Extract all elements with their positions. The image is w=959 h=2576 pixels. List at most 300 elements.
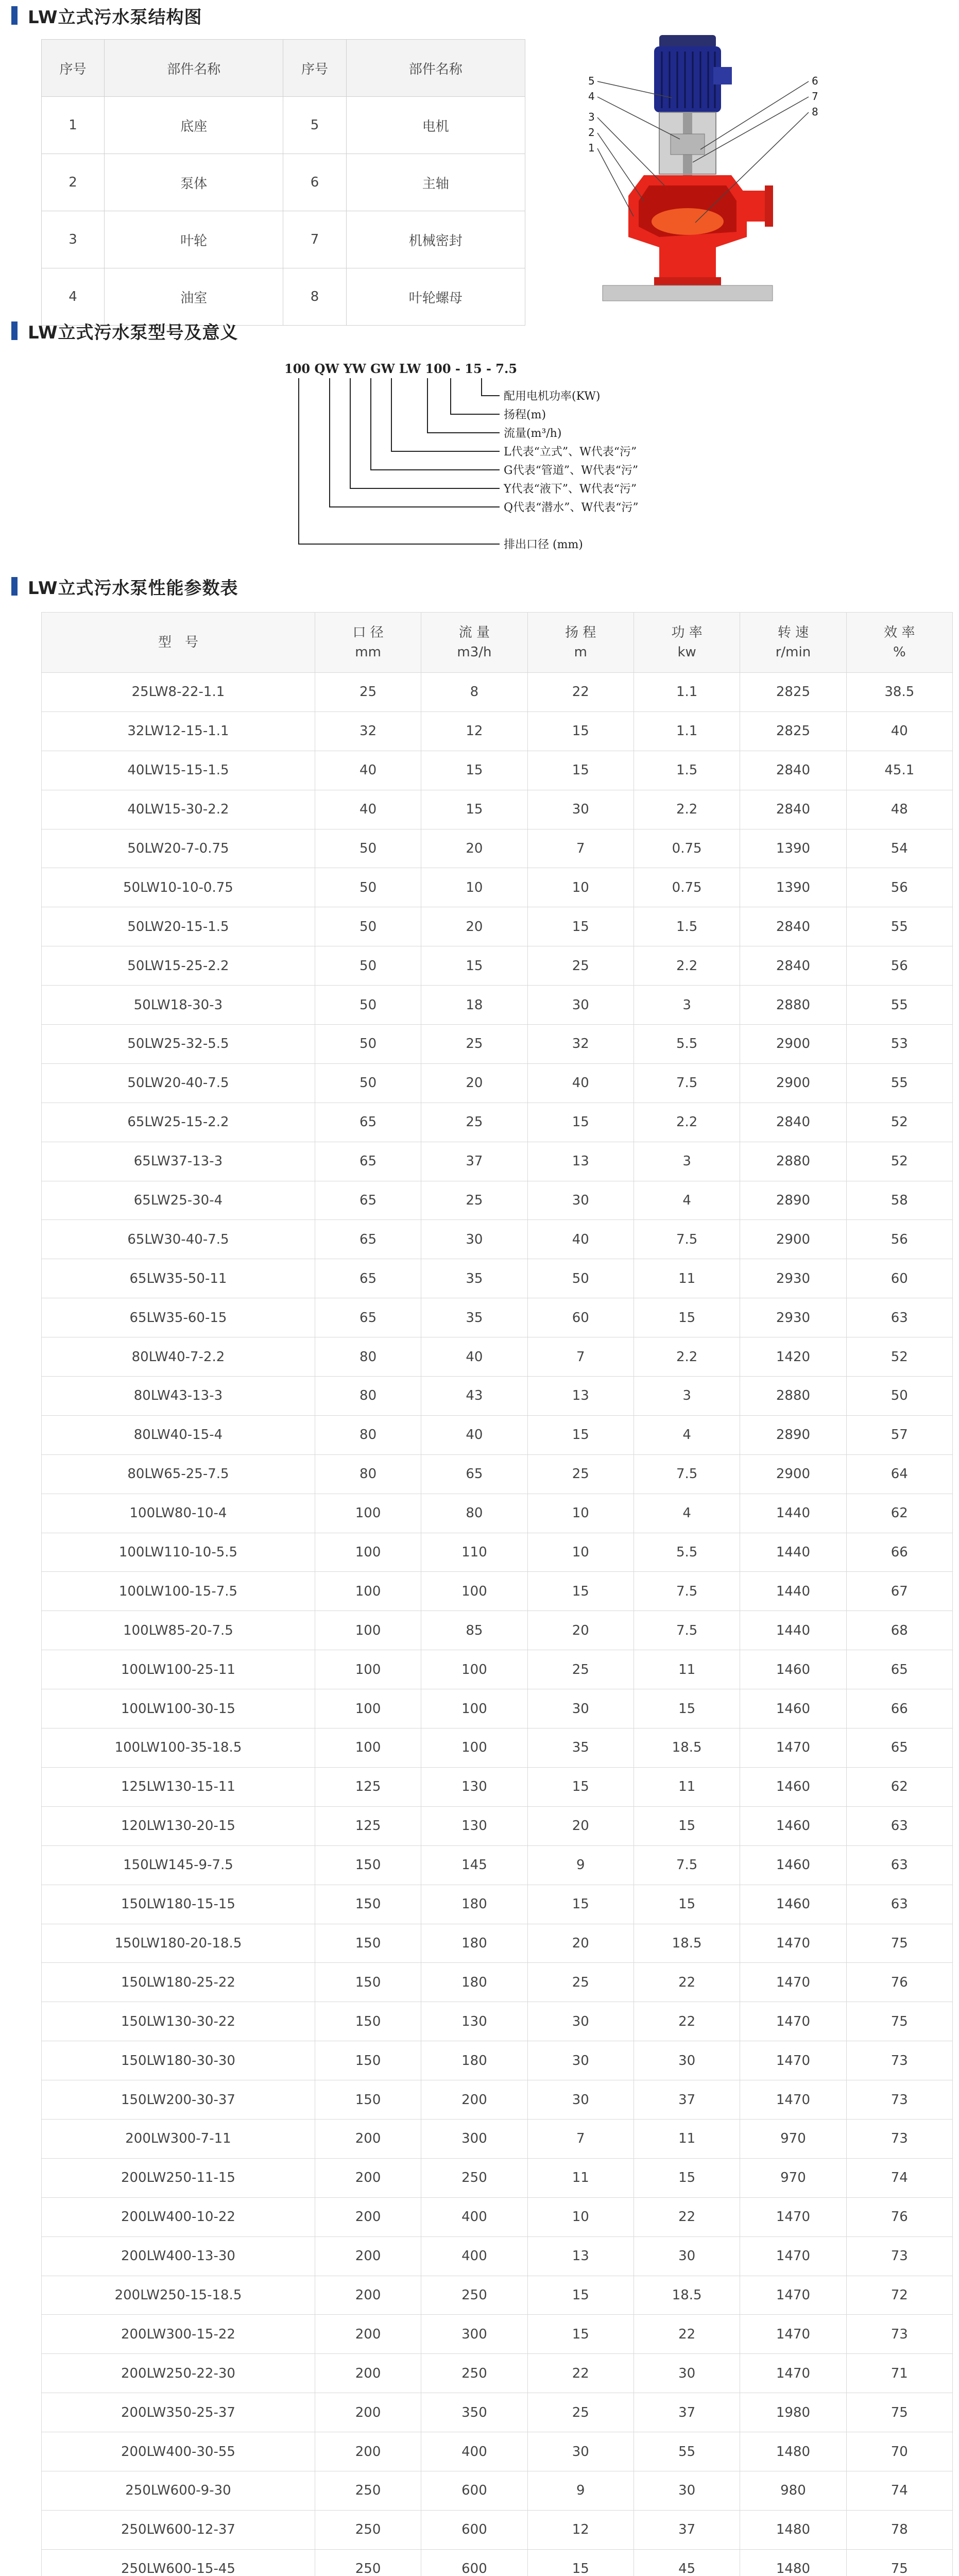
header-cell: 序号 — [42, 40, 105, 97]
value-cell: 73 — [846, 2119, 952, 2158]
model-cell: 120LW130-20-15 — [42, 1806, 315, 1845]
table-row — [42, 1924, 953, 1963]
value-cell: 73 — [846, 2080, 952, 2120]
value-cell: 15 — [527, 1103, 633, 1142]
value-cell: 2930 — [740, 1259, 846, 1298]
value-cell: 20 — [421, 829, 527, 868]
table-cell: 2 — [42, 154, 105, 211]
value-cell: 2840 — [740, 907, 846, 946]
model-cell: 250LW600-12-37 — [42, 2510, 315, 2549]
table-cell: 1 — [42, 97, 105, 154]
table-cell: 机械密封 — [346, 211, 525, 268]
value-cell: 1460 — [740, 1689, 846, 1728]
table-row — [42, 790, 953, 829]
value-cell: 66 — [846, 1533, 952, 1572]
model-cell: 50LW20-15-1.5 — [42, 907, 315, 946]
table-row — [42, 1298, 953, 1337]
value-cell: 32 — [527, 1025, 633, 1064]
value-cell: 200 — [315, 2315, 421, 2354]
value-cell: 65 — [315, 1181, 421, 1220]
performance-parameters-table — [41, 612, 953, 2576]
model-cell: 80LW40-7-2.2 — [42, 1337, 315, 1377]
table-cell: 8 — [283, 268, 346, 326]
value-cell: 25 — [421, 1103, 527, 1142]
value-cell: 15 — [527, 2549, 633, 2576]
value-cell: 0.75 — [633, 829, 740, 868]
value-cell: 250 — [315, 2549, 421, 2576]
value-cell: 15 — [527, 1415, 633, 1454]
model-cell: 200LW350-25-37 — [42, 2393, 315, 2432]
value-cell: 18.5 — [633, 2276, 740, 2315]
value-cell: 1480 — [740, 2432, 846, 2471]
table-row — [42, 1142, 953, 1181]
section-marker — [11, 577, 18, 596]
pump-structure-illustration — [582, 31, 824, 309]
table-row — [42, 97, 525, 154]
value-cell: 15 — [421, 946, 527, 986]
value-cell: 30 — [633, 2471, 740, 2510]
value-cell: 2890 — [740, 1181, 846, 1220]
table-row — [42, 1767, 953, 1806]
value-cell: 40 — [846, 711, 952, 751]
table-row — [42, 1650, 953, 1689]
value-cell: 73 — [846, 2041, 952, 2080]
value-cell: 15 — [633, 1298, 740, 1337]
model-cell: 65LW37-13-3 — [42, 1142, 315, 1181]
table-cell: 主轴 — [346, 154, 525, 211]
value-cell: 1480 — [740, 2510, 846, 2549]
value-cell: 57 — [846, 1415, 952, 1454]
value-cell: 22 — [633, 2002, 740, 2041]
value-cell: 22 — [527, 2354, 633, 2393]
table-cell: 泵体 — [105, 154, 283, 211]
model-cell: 80LW43-13-3 — [42, 1377, 315, 1416]
value-cell: 13 — [527, 2236, 633, 2276]
value-cell: 130 — [421, 1806, 527, 1845]
value-cell: 63 — [846, 1845, 952, 1885]
table-row — [42, 1220, 953, 1259]
value-cell: 15 — [527, 907, 633, 946]
value-cell: 52 — [846, 1142, 952, 1181]
value-cell: 200 — [315, 2197, 421, 2236]
value-cell: 48 — [846, 790, 952, 829]
value-cell: 1420 — [740, 1337, 846, 1377]
value-cell: 1440 — [740, 1611, 846, 1650]
table-row — [42, 829, 953, 868]
value-cell: 40 — [315, 790, 421, 829]
value-cell: 15 — [527, 1572, 633, 1611]
model-cell: 150LW180-15-15 — [42, 1885, 315, 1924]
value-cell: 45.1 — [846, 751, 952, 790]
model-cell: 65LW30-40-7.5 — [42, 1220, 315, 1259]
value-cell: 25 — [527, 1454, 633, 1494]
value-cell: 1.5 — [633, 907, 740, 946]
legend-item: 流量(m³/h) — [504, 427, 562, 440]
value-cell: 180 — [421, 2041, 527, 2080]
model-cell: 200LW300-7-11 — [42, 2119, 315, 2158]
value-cell: 1470 — [740, 2041, 846, 2080]
value-cell: 7.5 — [633, 1454, 740, 1494]
value-cell: 18 — [421, 986, 527, 1025]
value-cell: 100 — [315, 1572, 421, 1611]
value-cell: 11 — [633, 1767, 740, 1806]
value-cell: 65 — [315, 1259, 421, 1298]
value-cell: 50 — [315, 986, 421, 1025]
value-cell: 1390 — [740, 868, 846, 907]
value-cell: 65 — [315, 1103, 421, 1142]
value-cell: 78 — [846, 2510, 952, 2549]
header-flow: 流 量 m3/h — [421, 613, 527, 673]
value-cell: 100 — [421, 1650, 527, 1689]
model-cell: 50LW20-40-7.5 — [42, 1063, 315, 1103]
callout-label: 1 — [588, 142, 595, 154]
value-cell: 150 — [315, 1924, 421, 1963]
value-cell: 80 — [421, 1494, 527, 1533]
value-cell: 1440 — [740, 1572, 846, 1611]
model-cell: 150LW145-9-7.5 — [42, 1845, 315, 1885]
table-row — [42, 751, 953, 790]
model-cell: 200LW300-15-22 — [42, 2315, 315, 2354]
value-cell: 4 — [633, 1181, 740, 1220]
value-cell: 73 — [846, 2236, 952, 2276]
table-row — [42, 1181, 953, 1220]
value-cell: 54 — [846, 829, 952, 868]
value-cell: 180 — [421, 1885, 527, 1924]
value-cell: 50 — [315, 1025, 421, 1064]
table-row — [42, 673, 953, 712]
model-cell: 50LW20-7-0.75 — [42, 829, 315, 868]
pump-body-illustration — [628, 175, 773, 285]
model-cell: 65LW35-60-15 — [42, 1298, 315, 1337]
value-cell: 2880 — [740, 1377, 846, 1416]
value-cell: 72 — [846, 2276, 952, 2315]
value-cell: 100 — [315, 1689, 421, 1728]
value-cell: 75 — [846, 2549, 952, 2576]
value-cell: 1460 — [740, 1806, 846, 1845]
model-cell: 100LW100-25-11 — [42, 1650, 315, 1689]
table-cell: 叶轮 — [105, 211, 283, 268]
model-cell: 150LW130-30-22 — [42, 2002, 315, 2041]
value-cell: 15 — [527, 751, 633, 790]
value-cell: 30 — [527, 790, 633, 829]
value-cell: 68 — [846, 1611, 952, 1650]
value-cell: 63 — [846, 1885, 952, 1924]
value-cell: 5.5 — [633, 1533, 740, 1572]
value-cell: 35 — [421, 1298, 527, 1337]
value-cell: 15 — [633, 1689, 740, 1728]
value-cell: 50 — [315, 907, 421, 946]
value-cell: 64 — [846, 1454, 952, 1494]
value-cell: 13 — [527, 1377, 633, 1416]
table-row — [42, 1572, 953, 1611]
section-structure-heading — [11, 0, 202, 31]
table-cell: 电机 — [346, 97, 525, 154]
value-cell: 1460 — [740, 1650, 846, 1689]
value-cell: 180 — [421, 1924, 527, 1963]
table-row — [42, 1377, 953, 1416]
value-cell: 67 — [846, 1572, 952, 1611]
value-cell: 20 — [527, 1611, 633, 1650]
value-cell: 7 — [527, 2119, 633, 2158]
model-cell: 200LW400-10-22 — [42, 2197, 315, 2236]
value-cell: 1460 — [740, 1885, 846, 1924]
model-cell: 25LW8-22-1.1 — [42, 673, 315, 712]
model-cell: 50LW25-32-5.5 — [42, 1025, 315, 1064]
table-row — [42, 1103, 953, 1142]
table-cell: 底座 — [105, 97, 283, 154]
table-row — [42, 1454, 953, 1494]
value-cell: 100 — [421, 1689, 527, 1728]
table-row — [42, 2432, 953, 2471]
legend-item: 扬程(m) — [504, 409, 546, 421]
callout-label: 2 — [588, 126, 595, 139]
value-cell: 150 — [315, 2080, 421, 2120]
value-cell: 2840 — [740, 1103, 846, 1142]
value-cell: 8 — [421, 673, 527, 712]
base-illustration — [603, 285, 773, 301]
model-cell: 125LW130-15-11 — [42, 1767, 315, 1806]
section-model-heading — [11, 315, 238, 346]
value-cell: 65 — [315, 1220, 421, 1259]
value-cell: 22 — [633, 2197, 740, 2236]
value-cell: 9 — [527, 2471, 633, 2510]
value-cell: 100 — [315, 1494, 421, 1533]
value-cell: 2880 — [740, 986, 846, 1025]
value-cell: 7.5 — [633, 1220, 740, 1259]
value-cell: 40 — [527, 1220, 633, 1259]
model-cell: 40LW15-15-1.5 — [42, 751, 315, 790]
value-cell: 2880 — [740, 1142, 846, 1181]
model-cell: 50LW15-25-2.2 — [42, 946, 315, 986]
value-cell: 250 — [421, 2276, 527, 2315]
value-cell: 18.5 — [633, 1728, 740, 1768]
value-cell: 20 — [527, 1924, 633, 1963]
value-cell: 12 — [527, 2510, 633, 2549]
value-cell: 15 — [421, 790, 527, 829]
value-cell: 200 — [315, 2354, 421, 2393]
value-cell: 40 — [527, 1063, 633, 1103]
value-cell: 400 — [421, 2197, 527, 2236]
value-cell: 15 — [633, 2158, 740, 2197]
value-cell: 15 — [421, 751, 527, 790]
model-cell: 150LW180-25-22 — [42, 1963, 315, 2002]
value-cell: 25 — [315, 673, 421, 712]
table-header-row — [42, 613, 953, 673]
model-cell: 150LW180-30-30 — [42, 2041, 315, 2080]
value-cell: 970 — [740, 2158, 846, 2197]
model-cell: 100LW80-10-4 — [42, 1494, 315, 1533]
value-cell: 130 — [421, 1767, 527, 1806]
value-cell: 600 — [421, 2471, 527, 2510]
value-cell: 63 — [846, 1298, 952, 1337]
value-cell: 125 — [315, 1767, 421, 1806]
value-cell: 200 — [315, 2119, 421, 2158]
value-cell: 20 — [527, 1806, 633, 1845]
value-cell: 25 — [421, 1181, 527, 1220]
value-cell: 2900 — [740, 1063, 846, 1103]
model-cell: 100LW110-10-5.5 — [42, 1533, 315, 1572]
table-row — [42, 1259, 953, 1298]
header-efficiency: 效 率 % — [846, 613, 952, 673]
model-cell: 50LW10-10-0.75 — [42, 868, 315, 907]
table-cell: 油室 — [105, 268, 283, 326]
table-row — [42, 946, 953, 986]
value-cell: 150 — [315, 2041, 421, 2080]
value-cell: 30 — [633, 2236, 740, 2276]
value-cell: 52 — [846, 1103, 952, 1142]
table-row — [42, 2158, 953, 2197]
table-row — [42, 1689, 953, 1728]
value-cell: 25 — [421, 1025, 527, 1064]
value-cell: 62 — [846, 1494, 952, 1533]
header-cell: 部件名称 — [105, 40, 283, 97]
value-cell: 15 — [527, 1767, 633, 1806]
table-row — [42, 1806, 953, 1845]
table-row — [42, 2119, 953, 2158]
table-row — [42, 2315, 953, 2354]
value-cell: 1440 — [740, 1533, 846, 1572]
value-cell: 2825 — [740, 673, 846, 712]
value-cell: 37 — [633, 2080, 740, 2120]
value-cell: 65 — [421, 1454, 527, 1494]
value-cell: 30 — [527, 1181, 633, 1220]
table-row — [42, 1533, 953, 1572]
value-cell: 10 — [527, 868, 633, 907]
value-cell: 200 — [421, 2080, 527, 2120]
value-cell: 130 — [421, 2002, 527, 2041]
value-cell: 1.1 — [633, 711, 740, 751]
value-cell: 200 — [315, 2393, 421, 2432]
value-cell: 350 — [421, 2393, 527, 2432]
value-cell: 250 — [421, 2354, 527, 2393]
model-cell: 50LW18-30-3 — [42, 986, 315, 1025]
value-cell: 4 — [633, 1415, 740, 1454]
model-cell: 32LW12-15-1.1 — [42, 711, 315, 751]
value-cell: 80 — [315, 1454, 421, 1494]
value-cell: 40 — [421, 1337, 527, 1377]
value-cell: 85 — [421, 1611, 527, 1650]
value-cell: 2930 — [740, 1298, 846, 1337]
value-cell: 2900 — [740, 1220, 846, 1259]
value-cell: 20 — [421, 1063, 527, 1103]
table-row — [42, 1337, 953, 1377]
value-cell: 3 — [633, 1377, 740, 1416]
value-cell: 1470 — [740, 1728, 846, 1768]
value-cell: 7.5 — [633, 1572, 740, 1611]
model-cell: 200LW250-11-15 — [42, 2158, 315, 2197]
value-cell: 9 — [527, 1845, 633, 1885]
value-cell: 65 — [846, 1728, 952, 1768]
legend-item: Q代表“潜水”、W代表“污” — [504, 501, 639, 514]
model-cell: 250LW600-9-30 — [42, 2471, 315, 2510]
value-cell: 3 — [633, 986, 740, 1025]
value-cell: 75 — [846, 2393, 952, 2432]
value-cell: 180 — [421, 1963, 527, 2002]
header-bore: 口 径 mm — [315, 613, 421, 673]
callout-label: 7 — [812, 90, 818, 103]
value-cell: 1440 — [740, 1494, 846, 1533]
value-cell: 65 — [315, 1298, 421, 1337]
value-cell: 74 — [846, 2158, 952, 2197]
value-cell: 37 — [633, 2510, 740, 2549]
value-cell: 2825 — [740, 711, 846, 751]
value-cell: 73 — [846, 2315, 952, 2354]
value-cell: 40 — [421, 1415, 527, 1454]
model-cell: 150LW200-30-37 — [42, 2080, 315, 2120]
section-marker — [11, 321, 18, 340]
value-cell: 400 — [421, 2236, 527, 2276]
value-cell: 15 — [527, 2276, 633, 2315]
table-row — [42, 907, 953, 946]
value-cell: 1470 — [740, 2276, 846, 2315]
value-cell: 35 — [421, 1259, 527, 1298]
value-cell: 980 — [740, 2471, 846, 2510]
value-cell: 62 — [846, 1767, 952, 1806]
value-cell: 7.5 — [633, 1611, 740, 1650]
value-cell: 22 — [527, 673, 633, 712]
value-cell: 15 — [633, 1806, 740, 1845]
model-cell: 250LW600-15-45 — [42, 2549, 315, 2576]
value-cell: 100 — [421, 1572, 527, 1611]
table-row — [42, 1728, 953, 1768]
value-cell: 600 — [421, 2510, 527, 2549]
value-cell: 1460 — [740, 1767, 846, 1806]
value-cell: 7.5 — [633, 1063, 740, 1103]
value-cell: 80 — [315, 1377, 421, 1416]
value-cell: 1460 — [740, 1845, 846, 1885]
value-cell: 1480 — [740, 2549, 846, 2576]
value-cell: 35 — [527, 1728, 633, 1768]
value-cell: 56 — [846, 1220, 952, 1259]
model-cell: 200LW250-15-18.5 — [42, 2276, 315, 2315]
structure-parts-table — [41, 39, 525, 326]
value-cell: 30 — [633, 2041, 740, 2080]
value-cell: 50 — [527, 1259, 633, 1298]
value-cell: 25 — [527, 946, 633, 986]
table-row — [42, 1845, 953, 1885]
value-cell: 25 — [527, 2393, 633, 2432]
value-cell: 1470 — [740, 2236, 846, 2276]
value-cell: 250 — [315, 2510, 421, 2549]
value-cell: 1470 — [740, 2315, 846, 2354]
header-cell: 部件名称 — [346, 40, 525, 97]
callout-label: 4 — [588, 90, 595, 103]
value-cell: 1470 — [740, 1924, 846, 1963]
model-cell: 80LW40-15-4 — [42, 1415, 315, 1454]
value-cell: 40 — [315, 751, 421, 790]
value-cell: 150 — [315, 1963, 421, 2002]
table-row — [42, 2041, 953, 2080]
value-cell: 15 — [633, 1885, 740, 1924]
model-cell: 100LW100-35-18.5 — [42, 1728, 315, 1768]
value-cell: 25 — [527, 1650, 633, 1689]
callout-label: 3 — [588, 111, 595, 123]
value-cell: 12 — [421, 711, 527, 751]
model-cell: 100LW100-15-7.5 — [42, 1572, 315, 1611]
value-cell: 10 — [527, 1533, 633, 1572]
value-cell: 30 — [527, 2432, 633, 2471]
value-cell: 38.5 — [846, 673, 952, 712]
model-cell: 65LW25-15-2.2 — [42, 1103, 315, 1142]
value-cell: 100 — [421, 1728, 527, 1768]
table-row — [42, 154, 525, 211]
performance-table-body — [42, 673, 953, 2576]
table-row — [42, 1494, 953, 1533]
table-cell: 5 — [283, 97, 346, 154]
value-cell: 71 — [846, 2354, 952, 2393]
value-cell: 58 — [846, 1181, 952, 1220]
value-cell: 2.2 — [633, 1337, 740, 1377]
